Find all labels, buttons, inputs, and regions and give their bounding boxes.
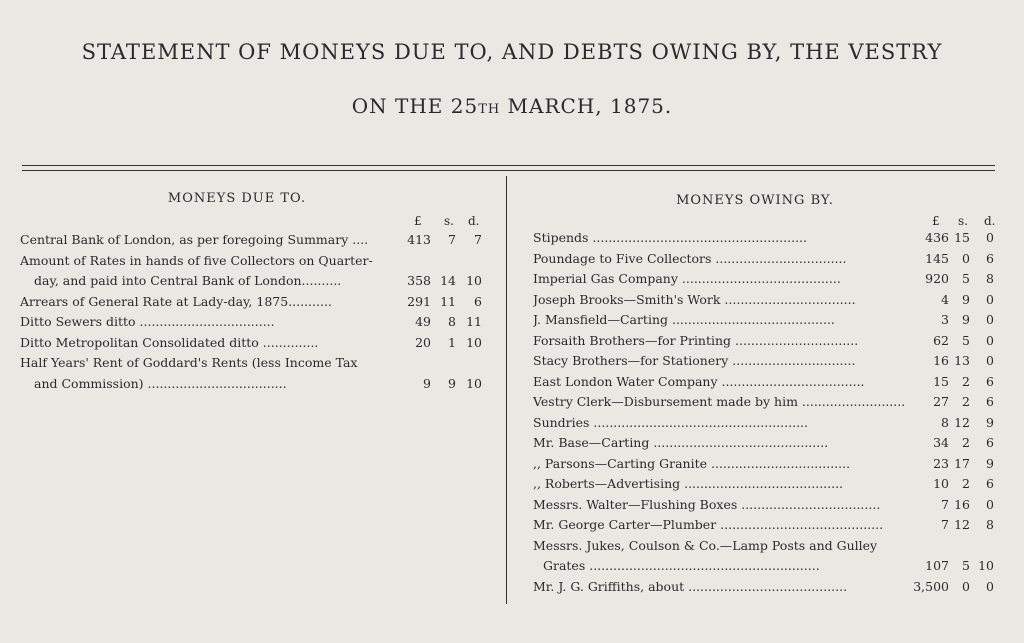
right-row-pounds: 145 xyxy=(925,250,949,266)
left-row-shillings: 14 xyxy=(440,273,456,288)
right-row-text: Imperial Gas Company ........................................ xyxy=(533,271,841,286)
top-rule-1 xyxy=(22,165,995,166)
right-row-text: Messrs. Jukes, Coulson & Co.—Lamp Posts and Gulley xyxy=(533,537,878,553)
right-row-text: Mr. J. G. Griffiths, about ........................................ xyxy=(533,578,848,594)
right-row-shillings: 9 xyxy=(962,291,970,307)
right-row-pounds: 15 xyxy=(933,373,949,389)
right-row-shillings: 0 xyxy=(962,578,970,594)
right-row-text: Sundries ...................................................... xyxy=(533,414,808,430)
right-row-pence: 0 xyxy=(986,332,994,348)
right-row-shillings: 12 xyxy=(954,414,970,430)
right-row-text: ,, Roberts—Advertising ........................................ xyxy=(533,476,844,491)
right-row-shillings: 17 xyxy=(954,455,970,471)
left-row-shillings: 11 xyxy=(440,293,456,309)
right-row-pence: 8 xyxy=(986,517,994,532)
right-row-text: Forsaith Brothers—for Printing ............................... xyxy=(533,332,859,348)
left-heading: MONEYS DUE TO. xyxy=(167,191,307,206)
right-row-pounds: 7 xyxy=(941,517,949,532)
left-row-shillings: 7 xyxy=(448,232,456,247)
left-row-text: Central Bank of London, as per foregoing Summary .... xyxy=(20,232,369,247)
left-row-pence: 7 xyxy=(474,232,482,247)
right-row-shillings: 2 xyxy=(962,476,970,491)
right-row-pence: 6 xyxy=(986,373,994,389)
left-col-pounds: £ xyxy=(414,214,422,228)
right-row-shillings: 15 xyxy=(954,230,970,245)
top-rule-2 xyxy=(22,170,995,171)
right-row-text: Stipends ...................................................... xyxy=(533,230,807,245)
right-row-pounds: 920 xyxy=(925,271,949,286)
right-row-pence: 0 xyxy=(986,312,994,327)
left-row-pence: 10 xyxy=(466,375,482,391)
right-row-pounds: 107 xyxy=(925,558,949,573)
column-divider xyxy=(506,176,507,604)
right-row-pounds: 4 xyxy=(941,291,949,307)
right-row-shillings: 2 xyxy=(962,373,970,389)
right-row-text: East London Water Company .................................... xyxy=(533,373,865,389)
right-row-shillings: 16 xyxy=(954,496,970,512)
left-row-pounds: 413 xyxy=(407,232,431,247)
right-row-text: Poundage to Five Collectors ................................. xyxy=(533,250,847,266)
right-col-pence: d. xyxy=(984,214,996,228)
right-row-text: Stacy Brothers—for Stationery ............................... xyxy=(533,353,856,368)
right-row-shillings: 13 xyxy=(954,353,970,368)
right-row-shillings: 5 xyxy=(962,558,970,573)
right-row-pence: 0 xyxy=(986,353,994,368)
left-row-text: Ditto Metropolitan Consolidated ditto .............. xyxy=(20,334,319,350)
left-row-text: Ditto Sewers ditto .................................. xyxy=(20,314,275,329)
right-row-text: ,, Parsons—Carting Granite ................................... xyxy=(533,455,851,471)
left-row-shillings: 8 xyxy=(448,314,456,329)
subtitle-date-pre: ON THE 25 xyxy=(351,94,479,118)
right-row-shillings: 5 xyxy=(962,332,970,348)
right-row-shillings: 2 xyxy=(962,435,970,450)
right-row-pence: 6 xyxy=(986,435,994,450)
left-row-pence: 11 xyxy=(466,314,482,329)
right-row-pence: 9 xyxy=(986,455,994,471)
right-row-text: Grates .......................................................... xyxy=(543,558,820,573)
right-row-pounds: 27 xyxy=(933,394,949,409)
subtitle-date-suffix: TH xyxy=(478,102,501,117)
right-row-pence: 9 xyxy=(986,414,994,430)
page-title: STATEMENT OF MONEYS DUE TO, AND DEBTS OWING BY, THE VESTRY xyxy=(81,40,943,64)
right-row-pence: 6 xyxy=(986,394,994,409)
subtitle-date-post: MARCH, 1875. xyxy=(500,94,673,118)
right-row-pounds: 3 xyxy=(941,312,949,327)
left-row-pounds: 358 xyxy=(407,273,431,288)
left-row-text: Arrears of General Rate at Lady-day, 1875........... xyxy=(20,293,332,309)
left-col-pence: d. xyxy=(468,214,480,228)
left-row-pounds: 20 xyxy=(415,334,431,350)
right-row-shillings: 2 xyxy=(962,394,970,409)
left-row-shillings: 1 xyxy=(448,334,456,350)
right-row-shillings: 12 xyxy=(954,517,970,532)
left-row-text: day, and paid into Central Bank of London.......... xyxy=(34,273,342,288)
left-row-shillings: 9 xyxy=(448,375,456,391)
right-row-text: Vestry Clerk—Disbursement made by him .......................... xyxy=(533,394,906,409)
right-row-pounds: 62 xyxy=(933,332,949,348)
right-row-pence: 0 xyxy=(986,291,994,307)
left-row-pounds: 49 xyxy=(415,314,431,329)
right-row-pounds: 3,500 xyxy=(913,578,949,594)
left-row-pence: 10 xyxy=(466,334,482,350)
left-col-shillings: s. xyxy=(444,214,454,228)
right-row-text: J. Mansfield—Carting ......................................... xyxy=(533,312,835,327)
right-col-pounds: £ xyxy=(932,214,940,228)
right-row-text: Mr. George Carter—Plumber ......................................... xyxy=(533,517,884,532)
right-row-pence: 0 xyxy=(986,230,994,245)
right-row-pence: 8 xyxy=(986,271,994,286)
right-row-text: Joseph Brooks—Smith's Work ................................. xyxy=(533,291,856,307)
right-row-pounds: 10 xyxy=(933,476,949,491)
right-row-text: Messrs. Walter—Flushing Boxes ................................... xyxy=(533,496,881,512)
right-row-pence: 10 xyxy=(978,558,994,573)
right-row-shillings: 5 xyxy=(962,271,970,286)
left-row-pence: 10 xyxy=(466,273,482,288)
left-row-pounds: 9 xyxy=(423,375,431,391)
left-row-text: and Commission) ................................... xyxy=(34,375,287,391)
left-row-text: Amount of Rates in hands of five Collectors on Quarter- xyxy=(20,252,373,268)
left-row-pence: 6 xyxy=(474,293,482,309)
right-row-pounds: 34 xyxy=(933,435,949,450)
right-row-pence: 0 xyxy=(986,578,994,594)
right-row-shillings: 9 xyxy=(962,312,970,327)
right-row-pence: 6 xyxy=(986,476,994,491)
right-row-shillings: 0 xyxy=(962,250,970,266)
right-row-pounds: 436 xyxy=(925,230,949,245)
page-subtitle xyxy=(0,94,1024,118)
left-row-pounds: 291 xyxy=(407,293,431,309)
right-row-pounds: 8 xyxy=(941,414,949,430)
right-row-text: Mr. Base—Carting ............................................ xyxy=(533,435,829,450)
left-row-text: Half Years' Rent of Goddard's Rents (less Income Tax xyxy=(20,355,358,370)
right-heading: MONEYS OWING BY. xyxy=(676,193,834,208)
right-col-shillings: s. xyxy=(958,214,968,228)
right-row-pence: 6 xyxy=(986,250,994,266)
right-row-pounds: 23 xyxy=(933,455,949,471)
right-row-pounds: 7 xyxy=(941,496,949,512)
right-row-pence: 0 xyxy=(986,496,994,512)
right-row-pounds: 16 xyxy=(933,353,949,368)
